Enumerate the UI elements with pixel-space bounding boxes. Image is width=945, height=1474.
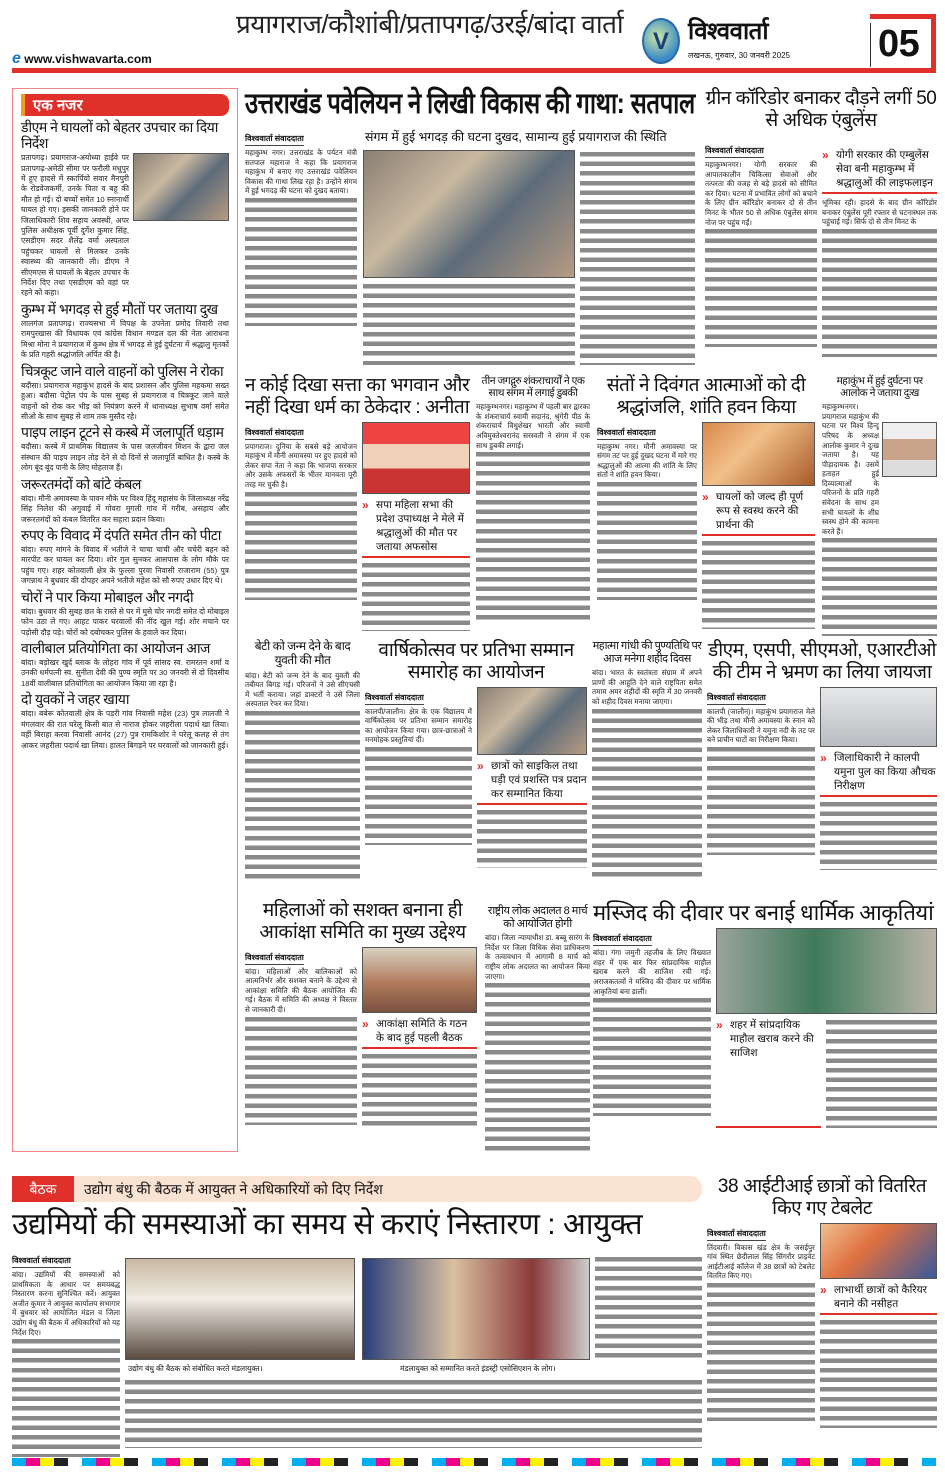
story-body: भूमिका रही। हादसे के बाद ग्रीन कॉरिडोर बनाकर एंबुलेंस पूरी रफ्तार से घटनास्थल तक पहुंचाई गई। सिर्फ दो से तीन मिनट के	[822, 198, 937, 227]
byline: विश्ववार्ता संवाददाता	[707, 692, 766, 705]
story-body: तिंदवारी। विकास खंड क्षेत्र के जसईपुर गांव स्थित छेदीलाल सिंह सिंगरौर प्राइवेट आईटीआई कॉलेज में 38 छात्रों को टेबलेट वितरित किए गए।	[707, 1242, 815, 1281]
ek-nazar-column	[12, 88, 238, 1152]
udyog-headline: उद्यमियों की समस्याओं का समय से कराएं निस्तारण : आयुक्त	[12, 1208, 643, 1241]
story-body: महाकुम्भ नगर। उत्तराखंड के पर्यटन मंत्री सतपाल महाराज ने कहा कि प्रयागराज महाकुंभ में बनाए गए उत्तराखंड पवेलियन विकास की गाथा लिख रहा है। उन्होंने संगम में हुई भगदड़ की घटना को दुखद बताया।	[245, 148, 357, 196]
story-body: बांदा। जिला न्यायाधीश डा. बब्बू सारंग के निर्देश पर जिला विधिक सेवा प्राधिकरण के तत्वावधान में आगामी 8 मार्च को राष्ट्रीय लोक अदालत का आयोजन किया जाएगा।	[485, 933, 590, 981]
pull-quote-text: लाभार्थी छात्रों को कैरियर बनाने की नसीहत	[834, 1283, 927, 1310]
chevron-right-icon: »	[477, 758, 484, 773]
alok-headline: महाकुंभ में हुई दुर्घटना पर आलोक ने जताया दुःख	[836, 375, 923, 400]
byline: विश्ववार्ता संवाददाता	[365, 692, 424, 705]
ek-nazar-body: बदौसा। कस्बे में प्राथमिक विद्यालय के पास जलजीवन मिशन के द्वारा जल संस्थान की पाइप लाइन तोड़ देने से दो दिनों से जलापूर्ति बाधित है। कस्बे के लोग बूंद बूंद पानी के लिए मोहताज हैं।	[21, 442, 229, 473]
page-number: 05	[878, 23, 920, 65]
photo-caption: मंडलायुक्त को सम्मानित करते इंडस्ट्री एसोसिएशन के लोग।	[400, 1364, 556, 1373]
ek-nazar-body: बांदा। बुधवार की सुबह छत के रास्ते से घर में घुसे चोर नगदी समेत दो मोबाइल फोन उठा ले गए। आहट पाकर घरवालों की नींद खुल गई। शोर मचाने पर पड़ोसी दौड़ पड़े। चोरों को दबोचकर पुलिस के हवाले कर दिया।	[21, 606, 229, 637]
udyog-text-columns	[595, 1255, 702, 1360]
uttarakhand-story	[245, 128, 357, 365]
sants-headline: संतों ने दिवंगत आत्माओं को दी श्रद्धांजलि, शांति हवन किया	[606, 375, 806, 418]
byline: विश्ववार्ता संवाददाता	[597, 427, 656, 440]
ek-nazar-body: बांदा। मौनी अमावस्या के पावन मौके पर विश्व हिंदू महासंघ के जिलाध्यक्ष नरेंद्र सिंह निलेश की अगुवाई में गोवरा मुगली गांव में गरीब, असहाय और जरूरतमंदों को कंबल वितरित कर सहारा प्रदान किया।	[21, 493, 229, 524]
gandhi-headline: महात्मा गांधी की पुण्यतिथि पर आज मनेगा शहीद दिवस	[592, 640, 702, 665]
ek-nazar-body: बांदा। रुपए मांगने के विवाद में भतीजे ने चाचा चाची और चचेरी बहन को मारपीट कर घायल कर दिया। शोर गुल सुनकर आसपास के लोग मौके पर पहुंच गए। शहर कोतवाली क्षेत्र के फुल्ला पुरवा निवासी राजाराम (55) पुत्र जगन्नाथ ने बुधवार की दोपहर अपने भतीजे महेश को सौ रुपए उधार दिए थे।	[21, 545, 229, 586]
shankaracharya-story	[476, 375, 590, 630]
aakanksha-headline: महिलाओं को सशक्त बनाना ही आकांक्षा समिति का मुख्य उद्देश्य	[259, 900, 466, 943]
ek-nazar-item	[21, 476, 229, 525]
story-body: बांदा। गंगा जमुनी तहजीब के लिए विख्यात शहर में एक बार फिर सांप्रदायिक माहौल खराब करने की साजिश रची गई। अराजकतत्वों ने मस्जिद की दीवार पर धार्मिक आकृतियां बना डालीं।	[593, 948, 711, 996]
byline: विश्ववार्ता संवाददाता	[12, 1255, 71, 1268]
lok-adalat-story	[485, 905, 590, 1150]
ek-nazar-headline: जरूरतमंदों को बांटे कंबल	[21, 475, 141, 492]
ek-nazar-headline: पाइप लाइन टूटने से कस्बे में जलापूर्ति धड़ाम	[21, 424, 224, 441]
ek-nazar-item	[21, 301, 229, 361]
section-tag: बैठक	[12, 1176, 74, 1202]
ek-nazar-body: बदौसा। प्रयागराज महाकुंभ हादसे के बाद प्रशासन और पुलिस महकमा सख्त हुआ। बदौसा पेट्रोल पंप के पास सुबह से प्रयागराज व चित्रकूट जाने वाले वाहनों को रोक कर भीड़ को नियंत्रण करने में थानाध्यक्ष सुभाष वर्मा समेत सीओ के साथ सुबह से शाम तक मुस्तैद रहे।	[21, 380, 229, 421]
varshikotsav-headline: वार्षिकोत्सव पर प्रतिभा सम्मान समारोह का आयोजन	[378, 640, 574, 683]
masjid-photo	[716, 928, 937, 1014]
pull-quote	[702, 490, 815, 536]
chevron-right-icon: »	[716, 1018, 723, 1033]
story-body: बांदा। उद्यमियों की समस्याओं को प्राथमिकता के आधार पर समयबद्ध निस्तारण करना सुनिश्चित करें। आयुक्त अजीत कुमार ने आयुक्त कार्यालय सभागार में बुधवार को आयोजित मंडल व जिला उद्योग बंधु की बैठक में अधिकारियों को यह निर्देश दिए।	[12, 1270, 120, 1337]
varshikotsav-photo	[477, 687, 587, 755]
pull-quote	[822, 148, 937, 194]
ek-nazar-item	[21, 527, 229, 587]
pull-quote	[362, 1017, 477, 1049]
chevron-right-icon: »	[822, 148, 829, 162]
uttarakhand-text-columns	[363, 282, 575, 365]
ek-nazar-body: बांदा। बड़ोखर खुर्द ब्लाक के लोहरा गांव में पूर्व सांसद स्व. रामरतन शर्मा व उनकी धर्मपत्नी स्व. सुनीता देवी की पुण्य स्मृति पर 30 जनवरी से दो दिवसीय 18वीं वालीबाल प्रतियोगिता का आयोजन किया जा रहा है।	[21, 658, 229, 688]
ek-nazar-headline: डीएम ने घायलों को बेहतर उपचार का दिया निर्देश	[21, 119, 218, 152]
photo-caption: उद्योग बंधु की बैठक को संबोधित करते मंडलायुक्त।	[128, 1364, 263, 1373]
udyog-felicitation-photo	[362, 1258, 590, 1360]
anita-story	[245, 375, 470, 630]
ek-nazar-item	[21, 424, 229, 473]
ek-nazar-headline: चोरों ने पार किया मोबाइल और नगदी	[21, 588, 194, 605]
byline: विश्ववार्ता संवाददाता	[245, 952, 304, 965]
pull-quote	[716, 1018, 821, 1128]
varshikotsav-story	[365, 640, 587, 890]
dateline: लखनऊ, गुरुवार, 30 जनवरी 2025	[688, 51, 790, 60]
pull-quote	[820, 1283, 937, 1315]
dm-team-photo	[820, 687, 937, 747]
byline: विश्ववार्ता संवाददाता	[245, 133, 304, 146]
pull-quote	[362, 498, 470, 558]
ek-nazar-headline: दो युवकों ने जहर खाया	[21, 691, 130, 708]
uttarakhand-subhead: संगम में हुई भगदड़ की घटना दुखद, सामान्य हुई प्रयागराज की स्थिति	[365, 130, 667, 144]
story-body: बांदा। महिलाओं और बालिकाओं को आत्मनिर्भर और सशक्त बनाने के उद्देश्य से आकांक्षा समिति की बैठक आयोजित की गई। बैठक में समिति की अध्यक्ष ने विस्तार से जानकारी दी।	[245, 966, 357, 1015]
ek-nazar-body: बांदा। बबेरू कोतवाली क्षेत्र के पड़री गांव निवासी महेश (23) पुत्र लालजी ने मंगलवार की रात घरेलू किसी बात से नाराज होकर जहरीला पदार्थ खा लिया। वहीं बिराहा करवा निवासी आनंद (27) पुत्र रामकिशोर ने घरेलू कलह से तंग आकर जहरीला पदार्थ खा लिया। हालत बिगड़ने पर घरवालों को जानकारी हुई।	[21, 709, 229, 750]
ek-nazar-label: एक नजर	[21, 94, 229, 116]
ek-nazar-body: लालगंज प्रतापगढ़। राज्यसभा में विपक्ष के उपनेता प्रमोद तिवारी तथा रामपुरखास की विधायक एवं कांग्रेस विधान मण्डल दल की नेता आराधना मिश्रा मोना ने प्रयागराज में कुम्भ क्षेत्र में भगदड़ से हुई दुर्घटना में श्रद्धालु मृतकों के प्रति गहरी श्रद्धांजलि अर्पित की है।	[21, 318, 229, 360]
story-body: महाकुम्भनगर। महाकुम्भ में पहली बार द्वारका के शंकराचार्य स्वामी सदानंद, श्रृंगेरी पीठ के शंकराचार्य विधुशेखर भारती और स्वामी अविमुक्तेश्वरानंद सरस्वती ने संगम में एक साथ डुबकी लगाई।	[476, 402, 590, 450]
pull-quote-text: आकांक्षा समिति के गठन के बाद हुई पहली बैठक	[376, 1017, 468, 1044]
udyog-text-bottom	[125, 1378, 702, 1448]
ek-nazar-item	[21, 691, 229, 751]
pull-quote-text: सपा महिला सभा की प्रदेश उपाध्यक्ष ने मेले में श्रद्धालुओं की मौत पर जताया अफसोस	[376, 498, 464, 553]
story-body: महाकुम्भ नगर। मौनी अमावस्या पर संगम तट पर हुई दुखद घटना में मारे गए श्रद्धालुओं की आत्मा की शांति के लिए संतों ने शांति हवन किया।	[597, 441, 697, 480]
pull-quote-text: छात्रों को साइकिल तथा घड़ी एवं प्रशस्ति पत्र प्रदान कर सम्मानित किया	[491, 759, 587, 800]
pull-quote	[477, 759, 587, 805]
sants-story	[597, 375, 815, 630]
pull-quote-text: घायलों को जल्द ही पूर्ण रूप से स्वस्थ करने की प्रार्थना की	[716, 490, 804, 531]
dm-team-story	[707, 640, 937, 890]
chevron-right-icon: »	[702, 489, 709, 504]
tablet-photo	[820, 1223, 937, 1279]
ek-nazar-body: प्रतापगढ़। प्रयागराज-अयोध्या हाईवे पर प्रतापगढ़-अमेठी सीमा पर फरौली मधुपुर में हुए हादसे में स्कार्पियो सवार मैनपुरी के रोडवेजकर्मी, उनके पिता व बहू की मौत हो गई। दो बच्चों समेत 10 स्नानार्थी घायल हो गए। इसकी जानकारी होने पर जिलाधिकारी शिव सहाय अवस्थी, अपर पुलिस अधीक्षक पूर्वी दुर्गेश कुमार सिंह, एसडीएम सदर शैलेंद्र वर्मा अस्पताल पहुंचकर घायलों से मिलकर उनके स्वास्थ्य की जानकारी ली। डीएम ने सीएमएस से घायलों के बेहतर उपचार के निर्देश दिए तथा एसडीएम को वहां पर रहने को कहा।	[21, 153, 129, 298]
story-body: प्रयागराज। दुनिया के सबसे बड़े आयोजन महाकुंभ में मौनी अमावस्या पर हुए हादसे को लेकर सपा नेता ने कहा कि भाजपा सरकार और उसके अफसरों के भीतर मानवता पूरी तरह मर चुकी है।	[245, 441, 357, 490]
uttarakhand-photo	[363, 150, 575, 278]
chevron-right-icon: »	[820, 1282, 827, 1297]
brand-logo-icon: V	[642, 18, 680, 64]
dm-visit-photo	[133, 153, 229, 221]
byline: विश्ववार्ता संवाददाता	[707, 1228, 766, 1241]
chevron-right-icon: »	[820, 750, 827, 765]
website-link[interactable]	[12, 50, 152, 68]
shankaracharya-headline: तीन जगद्गुरु शंकराचार्यों ने एक साथ संगम में लगाई डुबकी	[481, 375, 585, 400]
print-color-strip	[12, 1458, 936, 1466]
aakanksha-story	[245, 900, 480, 1150]
pull-quote-text: शहर में सांप्रदायिक माहौल खराब करने की साजिश	[730, 1019, 814, 1060]
anita-headline: न कोई दिखा सत्ता का भगवान और नहीं दिखा धर्म का ठेकेदार : अनीता	[245, 375, 470, 418]
chevron-right-icon: »	[362, 1016, 369, 1031]
ek-nazar-item	[21, 363, 229, 423]
green-corridor-story	[705, 140, 817, 365]
green-corridor-headline: ग्रीन कॉरिडोर बनाकर दौड़ने लगीं 50 से अधिक एंबुलेंस	[705, 88, 937, 131]
uttarakhand-headline: उत्तराखंड पवेलियन ने लिखी विकास की गाथा: सतपाल	[245, 88, 695, 120]
beti-headline: बेटी को जन्म देने के बाद युवती की मौत	[254, 639, 351, 667]
browser-e-icon: e	[12, 50, 21, 67]
story-body: बांदा। बेटी को जन्म देने के बाद युवती की तबीयत बिगड़ गई। परिजनों ने उसे सीएचसी में भर्ती कराया। जहां डाक्टरों ने उसे जिला अस्पताल रेफर कर दिया।	[245, 670, 360, 709]
pull-quote-text: योगी सरकार की एम्बुलेंस सेवा बनी महाकुम्भ में श्रद्धालुओं की लाइफलाइन	[836, 149, 933, 189]
udyog-kicker: उद्योग बंधु की बैठक में आयुक्त ने अधिकारियों को दिए निर्देश	[84, 1181, 383, 1197]
ek-nazar-headline: चित्रकूट जाने वाले वाहनों को पुलिस ने रोका	[21, 362, 224, 379]
ek-nazar-headline: कुम्भ में भगदड़ से हुई मौतों पर जताया दुख	[21, 300, 218, 317]
header-rule	[12, 68, 936, 73]
alok-story	[822, 375, 937, 630]
page-number-box	[870, 14, 936, 72]
masjid-story	[593, 900, 937, 1150]
ek-nazar-headline: रुपए के विवाद में दंपति समेत तीन को पीटा	[21, 526, 221, 543]
udyog-kicker-strip	[12, 1176, 702, 1202]
story-body: महाकुम्भनगर। योगी सरकार की आपातकालीन चिकित्सा सेवाओं और तत्परता की वजह से बड़े हादसे को सीमित कर दिया। घटना में प्रभावित लोगों को बचाने के लिए ग्रीन कॉरिडोर बनाकर दो से तीन मिनट के भीतर 50 से अधिक एंबुलेंस संगम नोज पर पहुंच गईं।	[705, 160, 817, 227]
story-body: महाकुम्भनगर। प्रयागराज महाकुंभ की घटना पर विश्व हिन्दू परिषद के अध्यक्ष आलोक कुमार ने दुःख जताया है। यह पीड़ादायक है। उसमें हताहत हुई दिव्यात्माओं के परिजनों के प्रति गहरी संवेदना के साथ हम सभी घायलों के शीघ्र स्वस्थ होने की कामना करते हैं।	[822, 402, 879, 536]
aakanksha-photo	[362, 947, 477, 1013]
udyog-meeting-photo	[125, 1258, 355, 1360]
masjid-headline: मस्जिद की दीवार पर बनाई धार्मिक आकृतियां	[593, 900, 934, 925]
alok-photo	[882, 422, 937, 477]
byline: विश्ववार्ता संवाददाता	[705, 145, 764, 158]
ek-nazar-headline: वालीबाल प्रतियोगिता का आयोजन आज	[21, 639, 210, 656]
udyog-story	[12, 1250, 120, 1450]
story-body: कालपी (जालौन)। महाकुंभ प्रयागराज मेले की भीड़ तथा मौनी अमावस्या के स्नान को लेकर जिलाधिकारी ने यमुना नदी के तट पर बने प्राचीन घाटों का निरीक्षण किया।	[707, 706, 815, 745]
byline: विश्ववार्ता संवाददाता	[245, 427, 304, 440]
green-corridor-pull	[822, 148, 937, 357]
chevron-right-icon: »	[362, 497, 369, 512]
dm-team-headline: डीएम, एसपी, सीएमओ, एआरटीओ की टीम ने भ्रमण का लिया जायजा	[708, 640, 936, 683]
pull-quote	[820, 751, 937, 797]
edition-title: प्रयागराज/कौशांबी/प्रतापगढ़/उरई/बांदा वार्ता	[236, 9, 624, 39]
website-url: www.vishwavarta.com	[24, 52, 152, 66]
story-body: बांदा। भारत के स्वतंत्रता संग्राम में अपने प्राणों की आहुति देने वाले राष्ट्रपिता समेत तमाम अमर शहीदों की स्मृति में 30 जनवरी को शहीद दिवस मनाया जाएगा।	[592, 668, 702, 707]
gandhi-story	[592, 640, 702, 890]
tablet-story	[707, 1176, 937, 1451]
pull-quote-text: जिलाधिकारी ने कालपी यमुना पुल का किया औचक निरीक्षण	[834, 751, 936, 792]
tablet-headline: 38 आईटीआई छात्रों को वितरित किए गए टेबलेट	[717, 1176, 927, 1219]
sants-photo	[702, 422, 815, 486]
anita-photo	[362, 422, 470, 494]
brand-name: विश्ववार्ता	[688, 18, 769, 45]
ek-nazar-item	[21, 119, 229, 299]
uttarakhand-text-column	[580, 150, 695, 365]
ek-nazar-item	[21, 640, 229, 689]
masthead	[0, 0, 945, 76]
lok-adalat-headline: राष्ट्रीय लोक अदालत 8 मार्च को आयोजित होगी	[487, 905, 588, 930]
ek-nazar-item	[21, 589, 229, 638]
byline: विश्ववार्ता संवाददाता	[593, 933, 652, 946]
beti-story	[245, 640, 360, 890]
story-body: कालपी/जालौन। क्षेत्र के एक विद्यालय में वार्षिकोत्सव पर प्रतिभा सम्मान समारोह का आयोजन किया गया। छात्र-छात्राओं ने मनमोहक प्रस्तुतियां दीं।	[365, 706, 472, 745]
